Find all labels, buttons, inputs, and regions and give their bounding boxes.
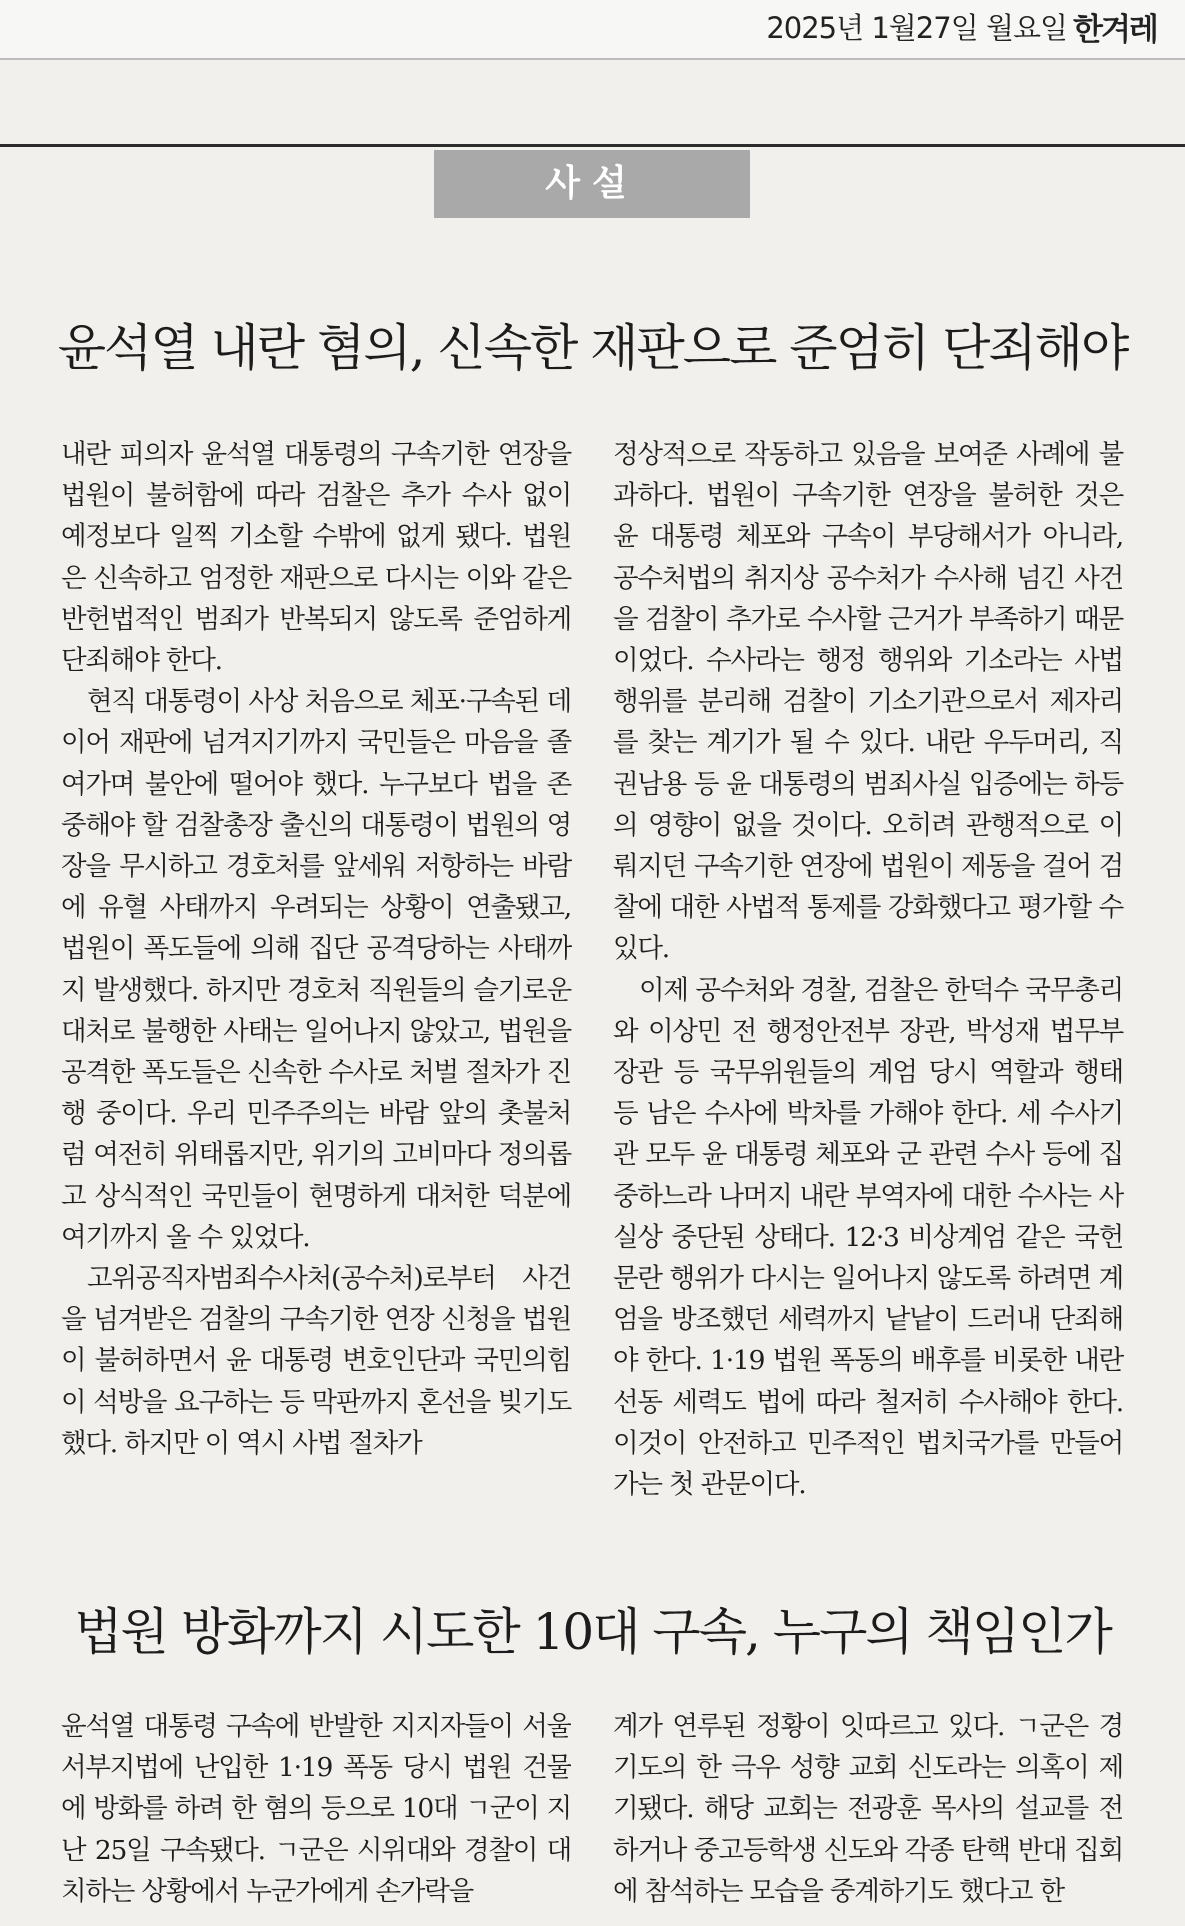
- body-paragraph: 이제 공수처와 경찰, 검찰은 한덕수 국무총리와 이상민 전 행정안전부 장관, 박성재 법무부 장관 등 국무위원들의 계엄 당시 역할과 행태 등 남은 수사에 박차를 가해야 한다. 세 수사기관 모두 윤 대통령 체포와 군 관련 수사 등에 집중하느라 나머지 내란 부역자에 대한 수사는 사실상 중단된 상태다. 12·3 비상계엄 같은 국헌문란 행위가 다시는 일어나지 않도록 하려면 계엄을 방조했던 세력까지 낱낱이 드러내 단죄해야 한다. 1·19 법원 폭동의 배후를 비롯한 내란 선동 세력도 법에 따라 철저히 수사해야 한다. 이것이 안전하고 민주적인 법치국가를 만들어가는 첫 관문이다.: [613, 974, 1123, 1501]
- body-paragraph: 현직 대통령이 사상 처음으로 체포·구속된 데 이어 재판에 넘겨지기까지 국민들은 마음을 졸여가며 불안에 떨어야 했다. 누구보다 법을 존중해야 할 검찰총장 출신의 대통령이 법원의 영장을 무시하고 경호처를 앞세워 저항하는 바람에 유혈 사태까지 우려되는 상황이 연출됐고, 법원이 폭도들에 의해 집단 공격당하는 사태까지 발생했다. 하지만 경호처 직원들의 슬기로운 대처로 불행한 사태는 일어나지 않았고, 법원을 공격한 폭도들은 신속한 수사로 처벌 절차가 진행 중이다. 우리 민주주의는 바람 앞의 촛불처럼 여전히 위태롭지만, 위기의 고비마다 정의롭고 상식적인 국민들이 현명하게 대처한 덕분에 여기까지 올 수 있었다.: [61, 686, 571, 1253]
- editorial-2-column-right: [613, 1706, 1123, 1926]
- editorial-1-column-left: [61, 434, 571, 1514]
- body-paragraph: 계가 연루된 정황이 잇따르고 있다. ㄱ군은 경기도의 한 극우 성향 교회 신도라는 의혹이 제기됐다. 해당 교회는 전광훈 목사의 설교를 전하거나 중고등학생 신도와 각종 탄핵 반대 집회에 참석하는 모습을 중계하기도 했다고 한: [613, 1711, 1123, 1907]
- body-paragraph: 윤석열 대통령 구속에 반발한 지지자들이 서울서부지법에 난입한 1·19 폭동 당시 법원 건물에 방화를 하려 한 혐의 등으로 10대 ㄱ군이 지난 25일 구속됐다. ㄱ군은 시위대와 경찰이 대치하는 상황에서 누군가에게 손가락을: [61, 1711, 571, 1907]
- section-label: 사설: [434, 150, 750, 218]
- body-paragraph: 내란 피의자 윤석열 대통령의 구속기한 연장을 법원이 불허함에 따라 검찰은 추가 수사 없이 예정보다 일찍 기소할 수밖에 없게 됐다. 법원은 신속하고 엄정한 재판으로 다시는 이와 같은 반헌법적인 범죄가 반복되지 않도록 준엄하게 단죄해야 한다.: [61, 439, 571, 677]
- section-rule: [0, 144, 1185, 147]
- body-paragraph: 고위공직자범죄수사처(공수처)로부터 사건을 넘겨받은 검찰의 구속기한 연장 신청을 법원이 불허하면서 윤 대통령 변호인단과 국민의힘이 석방을 요구하는 등 막판까지 혼선을 빚기도 했다. 하지만 이 역시 사법 절차가: [61, 1263, 571, 1459]
- page-header: [0, 0, 1185, 58]
- editorial-1-headline: 윤석열 내란 혐의, 신속한 재판으로 준엄히 단죄해야: [57, 319, 1128, 377]
- editorial-1-column-right: [613, 434, 1123, 1514]
- newspaper-logo: 한겨레: [1073, 12, 1157, 48]
- editorial-2-column-left: [61, 1706, 571, 1926]
- body-paragraph: 정상적으로 작동하고 있음을 보여준 사례에 불과하다. 법원이 구속기한 연장을 불허한 것은 윤 대통령 체포와 구속이 부당해서가 아니라, 공수처법의 취지상 공수처가 수사해 넘긴 사건을 검찰이 추가로 수사할 근거가 부족하기 때문이었다. 수사라는 행정 행위와 기소라는 사법 행위를 분리해 검찰이 기소기관으로서 제자리를 찾는 계기가 될 수 있다. 내란 우두머리, 직권남용 등 윤 대통령의 범죄사실 입증에는 하등의 영향이 없을 것이다. 오히려 관행적으로 이뤄지던 구속기한 연장에 법원이 제동을 걸어 검찰에 대한 사법적 통제를 강화했다고 평가할 수 있다.: [613, 439, 1123, 965]
- editorial-2-headline: 법원 방화까지 시도한 10대 구속, 누구의 책임인가: [74, 1603, 1111, 1661]
- publication-date: 2025년 1월27일 월요일: [766, 11, 1067, 45]
- header-divider: [0, 58, 1185, 60]
